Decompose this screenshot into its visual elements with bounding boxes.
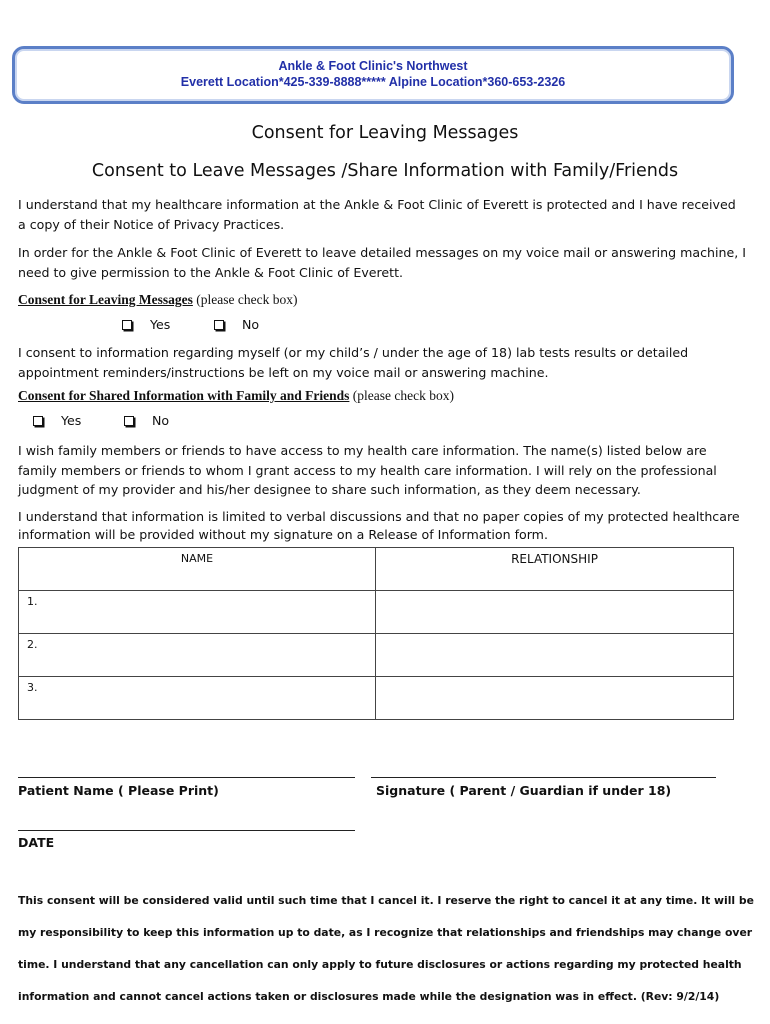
privacy-paragraph: I understand that my healthcare information at the Ankle & Foot Clinic of Everett is protected and I have received a copy of their Notice of Privacy Practices. (18, 197, 736, 232)
name-cell[interactable]: 2. (19, 634, 376, 677)
section-shared-info-heading (18, 388, 454, 404)
name-cell[interactable]: 1. (19, 591, 376, 634)
page-subtitle: Consent to Leave Messages /Share Information with Family/Friends (91, 161, 679, 181)
section-heading-label: Consent for Shared Information with Family and Friends (18, 388, 350, 403)
checkbox-icon[interactable] (124, 416, 134, 426)
clinic-name: Ankle & Foot Clinic's Northwest (278, 59, 468, 73)
patient-name-line[interactable] (18, 777, 355, 778)
section-heading-note: (please check box) (349, 388, 454, 403)
validity-statement: This consent will be considered valid until such time that I cancel it. I reserve the right to cancel it at any time. It will be my responsibility to keep this information up to date, as I recognize that relationships and friendships may change over time. I understand that any cancellation can only apply to future disclosures or actions regarding my protected health information and cannot cancel actions taken or disclosures made while the designation was in effect. (Rev: 9/2/14) (18, 894, 754, 1003)
messages-yes-option[interactable] (122, 317, 170, 332)
section-heading-note: (please check box) (192, 292, 298, 307)
clinic-header-box (12, 46, 734, 104)
option-label: Yes (150, 317, 171, 332)
family-friends-table (18, 547, 734, 720)
verbal-only-text: I understand that information is limited to verbal discussions and that no paper copies of my protected healthcare information will be provided without my signature on a Release of Information form. (18, 509, 740, 542)
clinic-locations: Everett Location*425-339-8888***** Alpine Location*360-653-2326 (180, 75, 566, 89)
relationship-cell[interactable] (376, 634, 734, 677)
checkbox-icon[interactable] (214, 320, 224, 330)
relationship-cell[interactable] (376, 591, 734, 634)
signature-label: Signature ( Parent / Guardian if under 18) (376, 783, 672, 798)
table-row[interactable] (19, 591, 734, 634)
table-header-row (19, 548, 734, 591)
messages-no-option[interactable] (214, 317, 259, 332)
section-leaving-messages-heading (18, 292, 297, 308)
table-row[interactable] (19, 677, 734, 720)
date-line[interactable] (18, 830, 355, 831)
messages-consent-text: I consent to information regarding myself (or my child’s / under the age of 18) lab tests results or detailed appointment reminders/instructions be left on my voice mail or answering machine. (18, 345, 689, 380)
share-yes-option[interactable] (33, 413, 81, 428)
name-cell[interactable]: 3. (19, 677, 376, 720)
table-row[interactable] (19, 634, 734, 677)
share-consent-text: I wish family members or friends to have access to my health care information. The name(s) listed below are family members or friends to whom I grant access to my health care information. I will rely on the professional judgment of my provider and his/her designee to share such information, as they deem necessary. (18, 443, 717, 497)
date-label: DATE (18, 835, 55, 850)
permission-paragraph: In order for the Ankle & Foot Clinic of Everett to leave detailed messages on my voice mail or answering machine, I need to give permission to the Ankle & Foot Clinic of Everett. (18, 245, 746, 280)
checkbox-icon[interactable] (33, 416, 43, 426)
name-column-header: NAME (19, 548, 376, 591)
patient-name-label: Patient Name ( Please Print) (18, 783, 219, 798)
page-title: Consent for Leaving Messages (251, 123, 519, 143)
relationship-column-header: RELATIONSHIP (376, 548, 734, 591)
section-heading-label: Consent for Leaving Messages (18, 292, 193, 307)
share-no-option[interactable] (124, 413, 169, 428)
option-label: No (242, 317, 260, 332)
checkbox-icon[interactable] (122, 320, 132, 330)
option-label: No (152, 413, 170, 428)
option-label: Yes (61, 413, 82, 428)
relationship-cell[interactable] (376, 677, 734, 720)
signature-line[interactable] (371, 777, 716, 778)
